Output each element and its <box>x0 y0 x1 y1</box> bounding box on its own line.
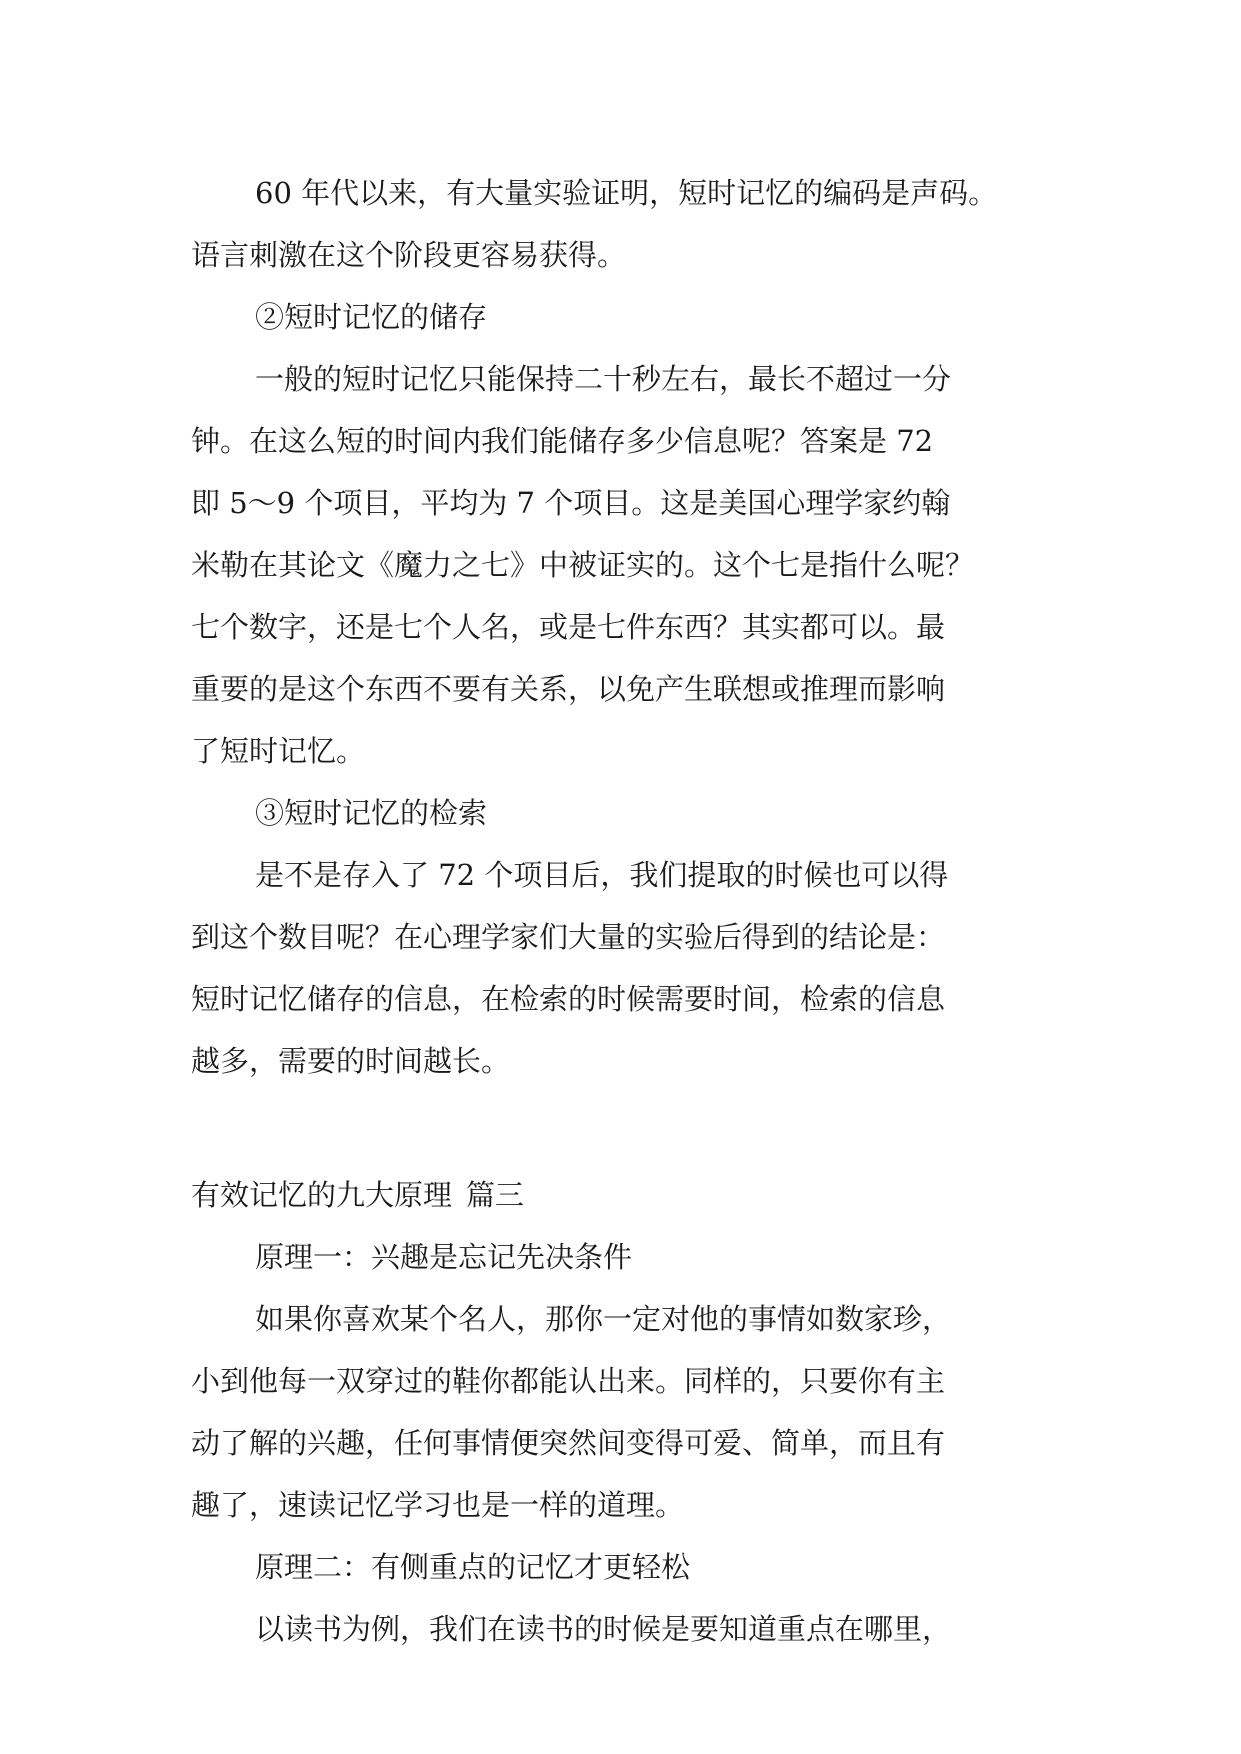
principle-2-title: 原理二：有侧重点的记忆才更轻松 <box>255 1550 691 1584</box>
article-title: 有效记忆的九大原理 <box>191 1178 453 1212</box>
paragraph-line: 一般的短时记忆只能保持二十秒左右，最长不超过一分 <box>255 362 952 396</box>
document-body <box>191 162 1051 1660</box>
paragraph-line: 七个数字，还是七个人名，或是七件东西？其实都可以。最 <box>191 610 946 644</box>
paragraph-line: 是不是存入了 72 个项目后，我们提取的时候也可以得 <box>255 858 949 892</box>
subheading-retrieval: ③短时记忆的检索 <box>255 796 488 830</box>
paragraph-line: 了短时记忆。 <box>191 734 366 768</box>
paragraph-line: 如果你喜欢某个名人，那你一定对他的事情如数家珍， <box>255 1302 952 1336</box>
paragraph-line: 短时记忆储存的信息，在检索的时候需要时间，检索的信息 <box>191 982 946 1016</box>
section-gap <box>191 1092 1051 1164</box>
article-part: 篇三 <box>466 1178 525 1212</box>
paragraph-line: 即 5～9 个项目，平均为 7 个项目。这是美国心理学家约翰 <box>191 486 951 520</box>
paragraph-line: 到这个数目呢？在心理学家们大量的实验后得到的结论是： <box>191 920 946 954</box>
principle-1-title: 原理一：兴趣是忘记先决条件 <box>255 1240 633 1274</box>
paragraph-line: 钟。在这么短的时间内我们能储存多少信息呢？答案是 72 <box>191 424 934 458</box>
paragraph-line: 60 年代以来，有大量实验证明，短时记忆的编码是声码。 <box>255 176 998 210</box>
paragraph-line: 以读书为例，我们在读书的时候是要知道重点在哪里， <box>255 1612 952 1646</box>
paragraph-line: 语言刺激在这个阶段更容易获得。 <box>191 238 627 272</box>
subheading-storage: ②短时记忆的储存 <box>255 300 488 334</box>
paragraph-line: 动了解的兴趣，任何事情便突然间变得可爱、简单，而且有 <box>191 1426 946 1460</box>
paragraph-line: 越多，需要的时间越长。 <box>191 1044 511 1078</box>
paragraph-line: 米勒在其论文《魔力之七》中被证实的。这个七是指什么呢？ <box>191 548 975 582</box>
paragraph-line: 趣了，速读记忆学习也是一样的道理。 <box>191 1488 685 1522</box>
paragraph-line: 重要的是这个东西不要有关系，以免产生联想或推理而影响 <box>191 672 946 706</box>
paragraph-line: 小到他每一双穿过的鞋你都能认出来。同样的，只要你有主 <box>191 1364 946 1398</box>
article-heading <box>191 1164 1051 1226</box>
